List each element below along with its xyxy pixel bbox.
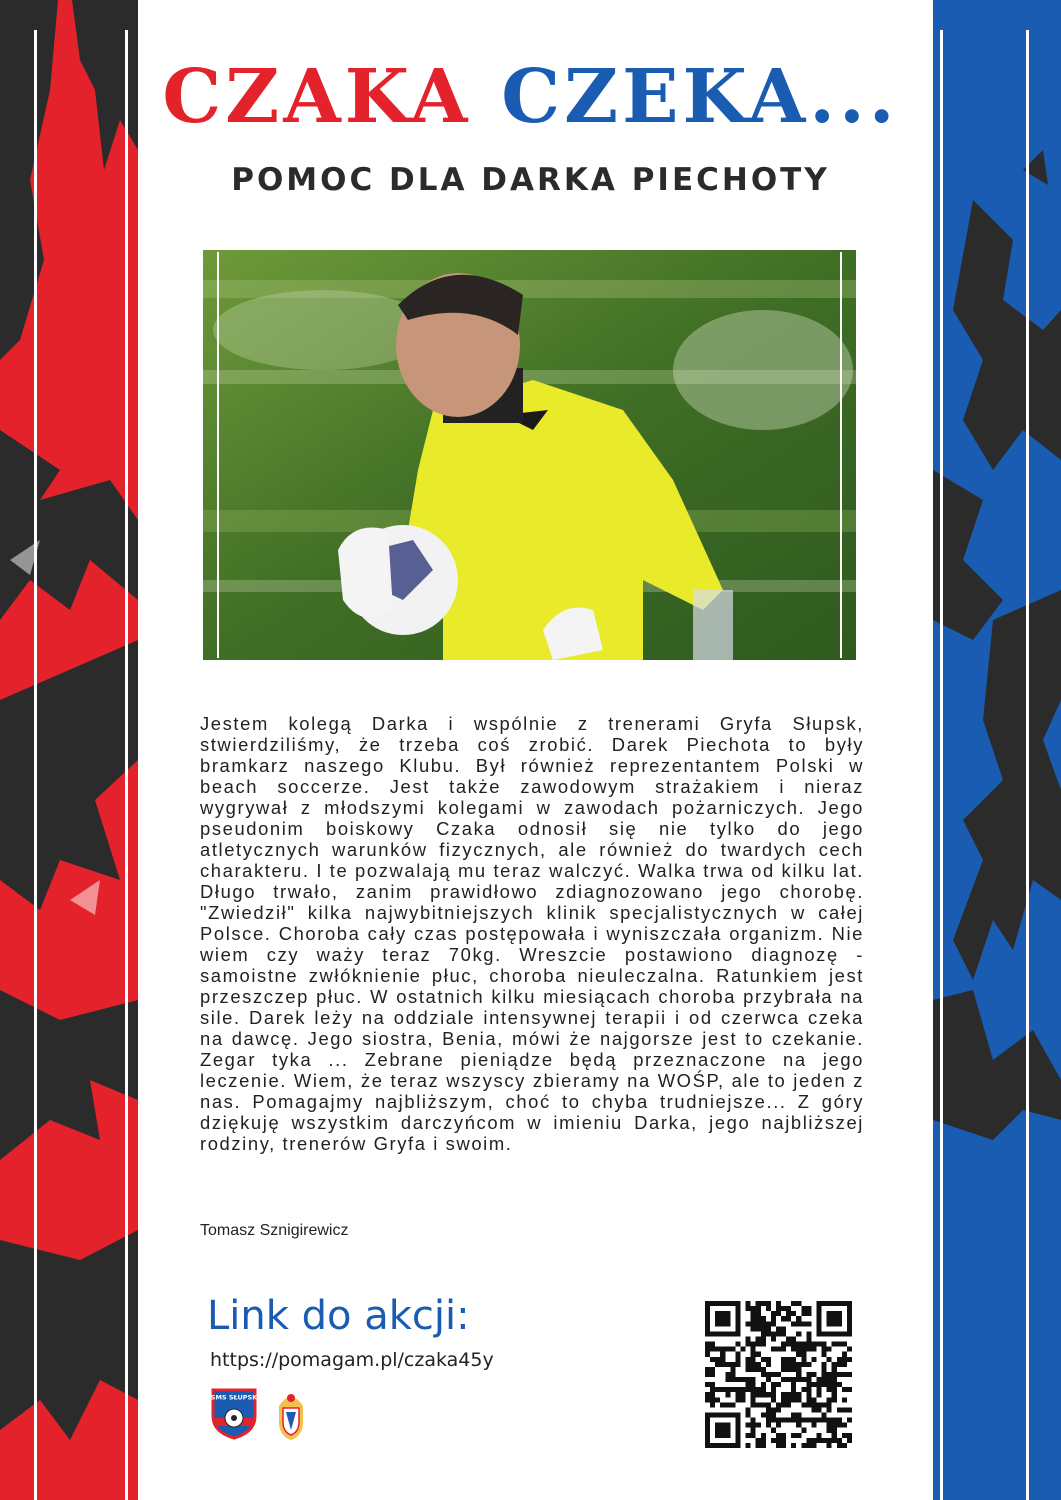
- gryf-slupsk-crest-icon: [273, 1388, 309, 1446]
- author-name: Tomasz Sznigirewicz: [200, 1222, 349, 1239]
- goalkeeper-photo: [203, 250, 856, 660]
- right-frame-line-outer: [1026, 30, 1029, 1500]
- poster-title: [0, 52, 1061, 142]
- left-frame-line-outer: [34, 30, 37, 1500]
- right-decor-panel: [933, 0, 1061, 1500]
- photo-frame-line-right: [840, 252, 842, 658]
- qr-code-icon: [705, 1301, 852, 1448]
- title-word-red: CZAKA: [162, 54, 472, 140]
- sms-slupsk-crest-icon: [211, 1388, 257, 1444]
- left-frame-line-inner: [125, 30, 128, 1500]
- left-decor-panel: [0, 0, 138, 1500]
- donation-link[interactable]: https://pomagam.pl/czaka45y: [210, 1349, 494, 1371]
- poster-subtitle: POMOC DLA DARKA PIECHOTY: [231, 162, 830, 198]
- right-frame-line-inner: [940, 30, 943, 1500]
- title-word-blue: CZEKA...: [501, 54, 899, 140]
- appeal-text: Jestem kolegą Darka i wspólnie z trenerami Gryfa Słupsk, stwierdziliśmy, że trzeba coś zrobić. Darek Piechota to były bramkarz naszego Klubu. Był również reprezentantem Polski w beach soccerze. Jest także zawodowym strażakiem i nieraz wygrywał z młodszymi kolegami w zawodach pożarniczych. Jego pseudonim boiskowy Czaka odnosił się nie tylko do jego atletycznych warunków fizycznych, ale również do twardych cech charakteru. I te pozwalają mu teraz walczyć. Walka trwa od kilku lat. Długo trwało, zanim prawidłowo zdiagnozowano jego chorobę. "Zwiedził" kilka najwybitniejszych klinik specjalistycznych w całej Polsce. Choroba cały czas postępowała i wyniszczała organizm. Nie wiem czy waży teraz 70kg. Wreszcie postawiono diagnozę - samoistne zwłóknienie płuc, choroba nieuleczalna. Ratunkiem jest przeszczep płuc. W ostatnich kilku miesiącach choroba przybrała na sile. Darek leży na oddziale intensywnej terapii i od czerwca czeka na dawcę. Jego siostra, Benia, mówi że najgorsze jest to czekanie. Zegar tyka ... Zebrane pieniądze będą przeznaczone na jego leczenie. Wiem, że teraz wszyscy zbieramy na WOŚP, ale to jeden z nas. Pomagajmy najbliższym, choć to chyba trudniejsze... Z góry dziękuję wszystkim darczyńcom w imieniu Darka, jego najbliższej rodziny, trenerów Gryfa i swoim.: [200, 713, 864, 1154]
- link-heading: Link do akcji:: [207, 1293, 470, 1339]
- crest-label: SMS SŁUPSK: [211, 1393, 257, 1402]
- photo-frame-line-left: [217, 252, 219, 658]
